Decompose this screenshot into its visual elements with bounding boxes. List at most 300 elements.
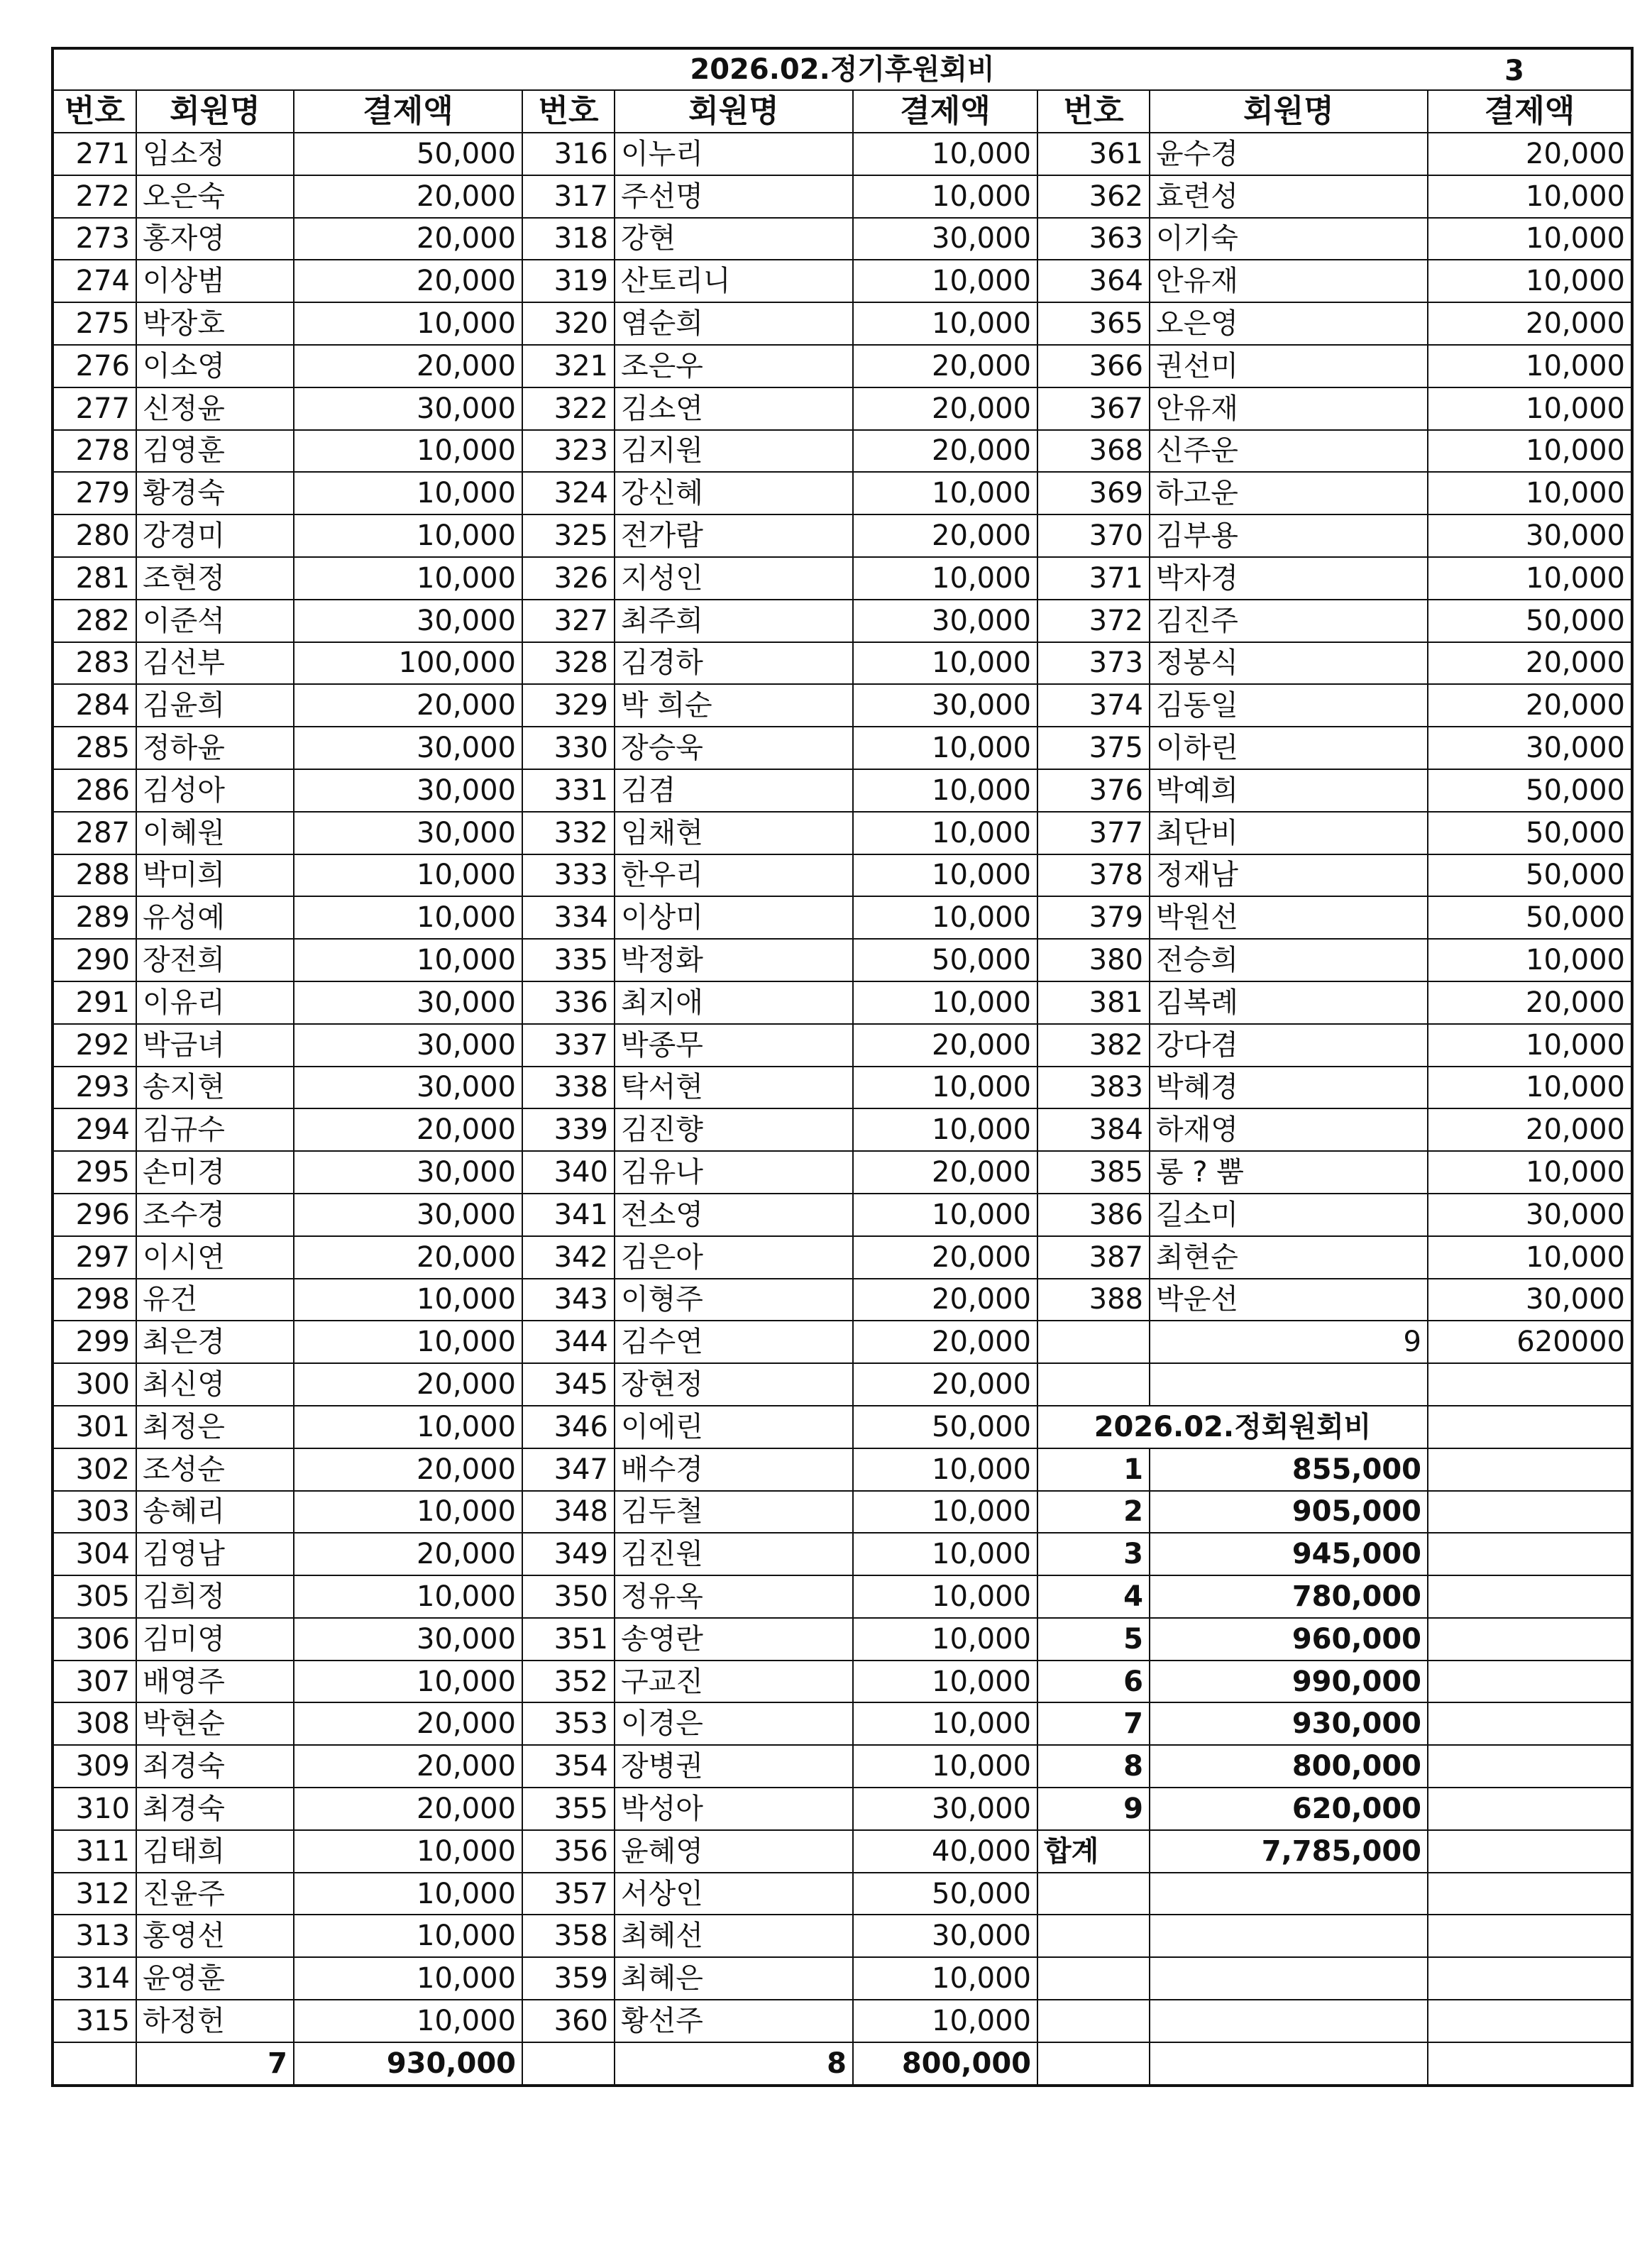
payment-amount: 100,000: [294, 642, 522, 685]
empty-cell: [1428, 1702, 1632, 1745]
table-row: [53, 981, 1632, 1024]
payment-amount: 10,000: [294, 1915, 522, 1957]
member-number: 287: [53, 812, 136, 854]
table-row: [53, 1108, 1632, 1151]
table-row: [53, 557, 1632, 600]
payment-amount: 10,000: [1428, 1236, 1632, 1279]
member-name: 홍자영: [136, 218, 294, 260]
member-name: 박성아: [615, 1788, 853, 1830]
member-number: 353: [522, 1702, 615, 1745]
payment-amount: 50,000: [1428, 769, 1632, 812]
payment-amount: 50,000: [853, 1406, 1037, 1448]
member-name: 장승욱: [615, 727, 853, 769]
member-name: 권선미: [1150, 345, 1428, 387]
member-name: 김두철: [615, 1491, 853, 1534]
member-name: 황경숙: [136, 472, 294, 514]
member-number: 314: [53, 1957, 136, 2000]
payment-amount: 20,000: [294, 1108, 522, 1151]
member-name: 윤혜영: [615, 1830, 853, 1873]
payment-amount: 20,000: [1428, 642, 1632, 685]
member-name: 최혜선: [615, 1915, 853, 1957]
member-number: 325: [522, 514, 615, 557]
table-row: [53, 1279, 1632, 1321]
member-name: 박 희순: [615, 684, 853, 727]
member-number: 371: [1037, 557, 1150, 600]
member-name: 전소영: [615, 1194, 853, 1236]
member-number: 338: [522, 1067, 615, 1109]
payment-amount: 30,000: [853, 218, 1037, 260]
member-number: 376: [1037, 769, 1150, 812]
member-name: 박운선: [1150, 1279, 1428, 1321]
payment-amount: 10,000: [853, 1575, 1037, 1618]
empty-cell: [1037, 1321, 1150, 1363]
payment-amount: 20,000: [853, 345, 1037, 387]
member-number: 293: [53, 1067, 136, 1109]
member-name: 박금녀: [136, 1024, 294, 1067]
member-number: 335: [522, 939, 615, 981]
empty-cell: [1428, 1575, 1632, 1618]
payment-amount: 20,000: [294, 1236, 522, 1279]
payment-amount: 10,000: [294, 472, 522, 514]
payment-amount: 10,000: [853, 642, 1037, 685]
summary-page: 3: [1037, 1533, 1150, 1575]
member-name: 김윤희: [136, 684, 294, 727]
payment-amount: 10,000: [1428, 260, 1632, 302]
member-number: 358: [522, 1915, 615, 1957]
member-number: 316: [522, 133, 615, 175]
member-number: 307: [53, 1661, 136, 1703]
table-row: [53, 896, 1632, 939]
member-name: 최지애: [615, 981, 853, 1024]
member-number: 334: [522, 896, 615, 939]
summary-amount: 620,000: [1150, 1788, 1428, 1830]
empty-cell: [1150, 2000, 1428, 2042]
payment-amount: 30,000: [294, 387, 522, 430]
summary-title: 2026.02.정회원회비: [1037, 1406, 1428, 1448]
payment-amount: 20,000: [294, 1702, 522, 1745]
payment-amount: 20,000: [294, 684, 522, 727]
payment-amount: 20,000: [1428, 684, 1632, 727]
table-row: [53, 133, 1632, 175]
table-row: [53, 387, 1632, 430]
member-number: 327: [522, 600, 615, 642]
member-name: 장전희: [136, 939, 294, 981]
member-number: 322: [522, 387, 615, 430]
payment-amount: 10,000: [294, 896, 522, 939]
payment-amount: 50,000: [1428, 854, 1632, 897]
member-name: 송영란: [615, 1618, 853, 1661]
member-number: 302: [53, 1448, 136, 1491]
member-number: 286: [53, 769, 136, 812]
member-number: 375: [1037, 727, 1150, 769]
table-row: [53, 514, 1632, 557]
payment-amount: 50,000: [1428, 812, 1632, 854]
payment-amount: 10,000: [294, 557, 522, 600]
payment-amount: 10,000: [853, 1448, 1037, 1491]
empty-cell: [1150, 1957, 1428, 2000]
table-row: [53, 1491, 1632, 1534]
payment-amount: 10,000: [294, 302, 522, 345]
payment-amount: 20,000: [853, 514, 1037, 557]
member-number: 388: [1037, 1279, 1150, 1321]
payment-amount: 30,000: [853, 600, 1037, 642]
table-row: [53, 2000, 1632, 2042]
footer-page-1: 7: [136, 2042, 294, 2086]
payment-amount: 20,000: [1428, 302, 1632, 345]
member-number: 304: [53, 1533, 136, 1575]
payment-amount: 30,000: [294, 1151, 522, 1194]
member-name: 김복례: [1150, 981, 1428, 1024]
member-number: 317: [522, 175, 615, 218]
member-number: 275: [53, 302, 136, 345]
empty-cell: [1428, 1873, 1632, 1915]
member-number: 384: [1037, 1108, 1150, 1151]
member-name: 정봉식: [1150, 642, 1428, 685]
payment-amount: 10,000: [294, 1321, 522, 1363]
header-name-2: 회원명: [615, 90, 853, 133]
member-number: 381: [1037, 981, 1150, 1024]
payment-amount: 10,000: [294, 854, 522, 897]
member-name: 한우리: [615, 854, 853, 897]
table-row: [53, 1363, 1632, 1406]
table-row: [53, 854, 1632, 897]
member-number: 366: [1037, 345, 1150, 387]
member-number: 379: [1037, 896, 1150, 939]
member-name: 전가람: [615, 514, 853, 557]
empty-cell: [1037, 2000, 1150, 2042]
empty-cell: [1037, 1873, 1150, 1915]
member-name: 이기숙: [1150, 218, 1428, 260]
payment-amount: 20,000: [294, 175, 522, 218]
member-number: 344: [522, 1321, 615, 1363]
payment-amount: 10,000: [294, 430, 522, 473]
payment-amount: 20,000: [853, 1321, 1037, 1363]
member-name: 김영훈: [136, 430, 294, 473]
footer-page-2: 8: [615, 2042, 853, 2086]
payment-amount: 20,000: [294, 1788, 522, 1830]
member-name: 이상미: [615, 896, 853, 939]
payment-amount: 30,000: [294, 981, 522, 1024]
table-row: [53, 939, 1632, 981]
member-number: 387: [1037, 1236, 1150, 1279]
member-number: 354: [522, 1745, 615, 1788]
payment-amount: 30,000: [294, 727, 522, 769]
payment-amount: 10,000: [294, 1491, 522, 1534]
title-cell: [53, 48, 1632, 90]
table-row: [53, 260, 1632, 302]
member-name: 김성아: [136, 769, 294, 812]
payment-amount: 30,000: [294, 769, 522, 812]
payment-amount: 10,000: [853, 260, 1037, 302]
table-row: [53, 812, 1632, 854]
member-number: 280: [53, 514, 136, 557]
payment-amount: 20,000: [853, 1151, 1037, 1194]
member-number: 337: [522, 1024, 615, 1067]
empty-cell: [1150, 1873, 1428, 1915]
member-number: 374: [1037, 684, 1150, 727]
payment-amount: 30,000: [853, 1788, 1037, 1830]
footer-row: [53, 2042, 1632, 2086]
member-name: 이준석: [136, 600, 294, 642]
member-name: 안유재: [1150, 260, 1428, 302]
payment-amount: 20,000: [853, 1236, 1037, 1279]
empty-cell: [522, 2042, 615, 2086]
member-name: 안유재: [1150, 387, 1428, 430]
member-number: 276: [53, 345, 136, 387]
payment-amount: 20,000: [294, 1533, 522, 1575]
header-number-2: 번호: [522, 90, 615, 133]
member-name: 배영주: [136, 1661, 294, 1703]
empty-cell: [53, 2042, 136, 2086]
member-name: 김겸: [615, 769, 853, 812]
table-row: [53, 1788, 1632, 1830]
payment-amount: 10,000: [853, 1957, 1037, 2000]
member-number: 362: [1037, 175, 1150, 218]
table-row: [53, 1533, 1632, 1575]
member-name: 이시연: [136, 1236, 294, 1279]
table-row: [53, 727, 1632, 769]
table-row: [53, 1321, 1632, 1363]
payment-amount: 10,000: [294, 2000, 522, 2042]
member-number: 279: [53, 472, 136, 514]
summary-page: 9: [1037, 1788, 1150, 1830]
member-number: 385: [1037, 1151, 1150, 1194]
payment-amount: 30,000: [294, 1194, 522, 1236]
header-row: [53, 90, 1632, 133]
summary-amount: 780,000: [1150, 1575, 1428, 1618]
member-number: 292: [53, 1024, 136, 1067]
title-row: [53, 48, 1632, 90]
member-name: 이누리: [615, 133, 853, 175]
member-name: 김소연: [615, 387, 853, 430]
member-name: 주선명: [615, 175, 853, 218]
table-row: [53, 1236, 1632, 1279]
member-name: 박정화: [615, 939, 853, 981]
member-number: 289: [53, 896, 136, 939]
member-number: 283: [53, 642, 136, 685]
payment-amount: 10,000: [1428, 1024, 1632, 1067]
payment-amount: 10,000: [1428, 430, 1632, 473]
empty-cell: [1428, 1448, 1632, 1491]
member-name: 서상인: [615, 1873, 853, 1915]
member-number: 373: [1037, 642, 1150, 685]
payment-amount: 30,000: [294, 1618, 522, 1661]
payment-amount: 30,000: [294, 600, 522, 642]
member-name: 최단비: [1150, 812, 1428, 854]
payment-amount: 20,000: [1428, 133, 1632, 175]
member-name: 임채현: [615, 812, 853, 854]
member-name: 최주희: [615, 600, 853, 642]
member-number: 295: [53, 1151, 136, 1194]
member-number: 368: [1037, 430, 1150, 473]
member-number: 272: [53, 175, 136, 218]
empty-cell: [1428, 1491, 1632, 1534]
member-name: 정유옥: [615, 1575, 853, 1618]
payment-amount: 30,000: [1428, 1194, 1632, 1236]
member-number: 300: [53, 1363, 136, 1406]
payment-amount: 10,000: [853, 727, 1037, 769]
table-row: [53, 175, 1632, 218]
member-number: 298: [53, 1279, 136, 1321]
payment-amount: 10,000: [853, 472, 1037, 514]
member-number: 277: [53, 387, 136, 430]
member-number: 299: [53, 1321, 136, 1363]
payment-amount: 30,000: [1428, 514, 1632, 557]
header-number-3: 번호: [1037, 90, 1150, 133]
member-number: 274: [53, 260, 136, 302]
member-name: 최정은: [136, 1406, 294, 1448]
member-number: 285: [53, 727, 136, 769]
member-name: 박미희: [136, 854, 294, 897]
empty-cell: [1150, 1915, 1428, 1957]
summary-total-amount: 7,785,000: [1150, 1830, 1428, 1873]
payment-amount: 30,000: [294, 1024, 522, 1067]
empty-cell: [1428, 1788, 1632, 1830]
payment-amount: 50,000: [853, 939, 1037, 981]
member-number: 323: [522, 430, 615, 473]
member-name: 이혜원: [136, 812, 294, 854]
member-name: 오은숙: [136, 175, 294, 218]
header-amount-2: 결제액: [853, 90, 1037, 133]
member-name: 유성예: [136, 896, 294, 939]
table-row: [53, 1151, 1632, 1194]
footer-amount-1: 930,000: [294, 2042, 522, 2086]
empty-cell: [1037, 1363, 1150, 1406]
empty-cell: [1428, 1915, 1632, 1957]
payment-amount: 10,000: [853, 1661, 1037, 1703]
payment-amount: 50,000: [1428, 896, 1632, 939]
payment-amount: 10,000: [1428, 218, 1632, 260]
payment-amount: 50,000: [294, 133, 522, 175]
member-name: 하정헌: [136, 2000, 294, 2042]
member-name: 구교진: [615, 1661, 853, 1703]
member-name: 조수경: [136, 1194, 294, 1236]
summary-amount: 990,000: [1150, 1661, 1428, 1703]
payment-amount: 30,000: [1428, 1279, 1632, 1321]
payment-amount: 10,000: [294, 939, 522, 981]
member-number: 378: [1037, 854, 1150, 897]
member-number: 361: [1037, 133, 1150, 175]
member-number: 363: [1037, 218, 1150, 260]
member-name: 김규수: [136, 1108, 294, 1151]
payment-amount: 30,000: [853, 684, 1037, 727]
table-row: [53, 302, 1632, 345]
member-name: 신주운: [1150, 430, 1428, 473]
member-name: 하고운: [1150, 472, 1428, 514]
table-row: [53, 769, 1632, 812]
member-name: 박자경: [1150, 557, 1428, 600]
payment-amount: 10,000: [294, 1957, 522, 2000]
member-number: 383: [1037, 1067, 1150, 1109]
payment-amount: 10,000: [294, 1279, 522, 1321]
member-name: 김은아: [615, 1236, 853, 1279]
member-name: 김진주: [1150, 600, 1428, 642]
member-name: 이하린: [1150, 727, 1428, 769]
member-name: 이에린: [615, 1406, 853, 1448]
payment-amount: 50,000: [1428, 600, 1632, 642]
table-row: [53, 430, 1632, 473]
member-number: 273: [53, 218, 136, 260]
table-row: [53, 1406, 1632, 1448]
empty-cell: [1150, 1363, 1428, 1406]
empty-cell: [1428, 1406, 1632, 1448]
member-name: 김희정: [136, 1575, 294, 1618]
table-row: [53, 345, 1632, 387]
payment-amount: 10,000: [853, 1618, 1037, 1661]
member-name: 박종무: [615, 1024, 853, 1067]
member-name: 김경하: [615, 642, 853, 685]
footer-amount-2: 800,000: [853, 2042, 1037, 2086]
member-name: 죄경숙: [136, 1745, 294, 1788]
member-number: 324: [522, 472, 615, 514]
member-name: 이형주: [615, 1279, 853, 1321]
member-number: 331: [522, 769, 615, 812]
member-name: 송혜리: [136, 1491, 294, 1534]
header-name-1: 회원명: [136, 90, 294, 133]
payment-amount: 10,000: [1428, 1067, 1632, 1109]
empty-cell: [1037, 1915, 1150, 1957]
payment-amount: 10,000: [853, 769, 1037, 812]
payment-amount: 20,000: [853, 1363, 1037, 1406]
sheet-title: 2026.02.정기후원회비: [690, 53, 995, 86]
member-name: 정재남: [1150, 854, 1428, 897]
table-row: [53, 1957, 1632, 2000]
member-name: 강다겸: [1150, 1024, 1428, 1067]
payment-amount: 30,000: [294, 812, 522, 854]
subtotal-page: 9: [1150, 1321, 1428, 1363]
member-name: 윤영훈: [136, 1957, 294, 2000]
summary-page: 2: [1037, 1491, 1150, 1534]
member-name: 박현순: [136, 1702, 294, 1745]
summary-page: 7: [1037, 1702, 1150, 1745]
member-name: 오은영: [1150, 302, 1428, 345]
empty-cell: [1428, 1661, 1632, 1703]
member-name: 김유나: [615, 1151, 853, 1194]
summary-amount: 945,000: [1150, 1533, 1428, 1575]
member-number: 288: [53, 854, 136, 897]
payment-amount: 50,000: [853, 1873, 1037, 1915]
member-number: 303: [53, 1491, 136, 1534]
member-name: 박장호: [136, 302, 294, 345]
summary-amount: 960,000: [1150, 1618, 1428, 1661]
payment-amount: 20,000: [294, 345, 522, 387]
member-number: 271: [53, 133, 136, 175]
member-number: 349: [522, 1533, 615, 1575]
member-name: 조현정: [136, 557, 294, 600]
payment-amount: 10,000: [1428, 939, 1632, 981]
payment-amount: 10,000: [853, 1067, 1037, 1109]
member-number: 369: [1037, 472, 1150, 514]
member-number: 290: [53, 939, 136, 981]
member-number: 377: [1037, 812, 1150, 854]
member-number: 364: [1037, 260, 1150, 302]
table-row: [53, 1702, 1632, 1745]
payment-amount: 10,000: [853, 1702, 1037, 1745]
member-name: 박원선: [1150, 896, 1428, 939]
payment-amount: 10,000: [853, 981, 1037, 1024]
payment-amount: 10,000: [853, 175, 1037, 218]
member-name: 산토리니: [615, 260, 853, 302]
payment-amount: 10,000: [1428, 175, 1632, 218]
member-name: 박혜경: [1150, 1067, 1428, 1109]
payment-amount: 20,000: [853, 387, 1037, 430]
member-name: 지성인: [615, 557, 853, 600]
member-name: 최경숙: [136, 1788, 294, 1830]
subtotal-amount: 620000: [1428, 1321, 1632, 1363]
member-name: 최현순: [1150, 1236, 1428, 1279]
table-row: [53, 1024, 1632, 1067]
member-name: 이경은: [615, 1702, 853, 1745]
